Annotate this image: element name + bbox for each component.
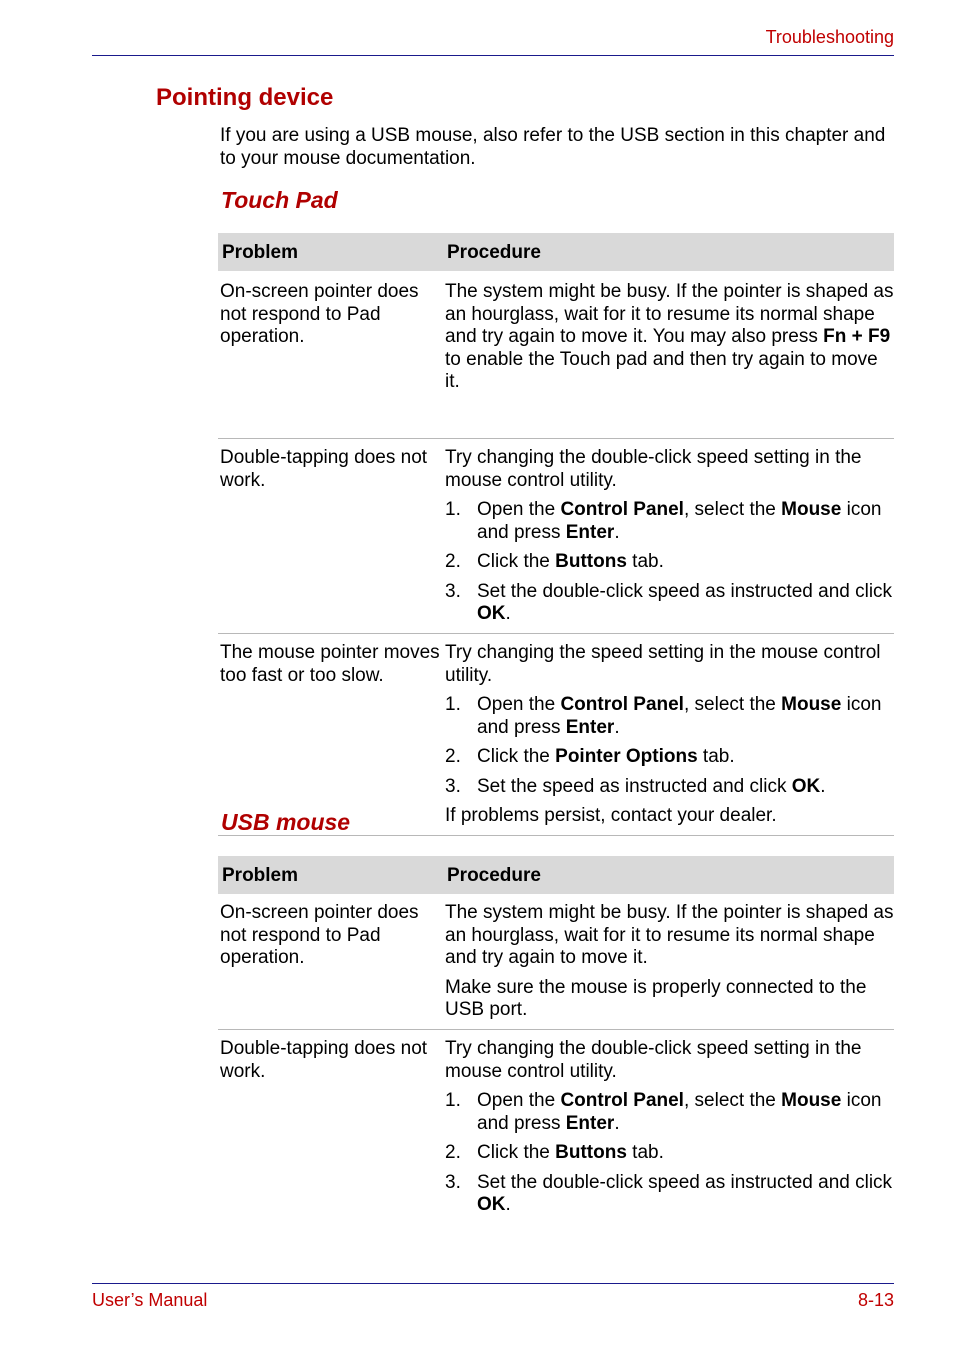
problem-cell: Double-tapping does not work. xyxy=(220,1038,428,1082)
usbmouse-table xyxy=(218,856,894,1225)
procedure-cell: The system might be busy. If the pointer is shaped as an hourglass, wait for it to resume its normal shape and try again to move it. Make sure the mouse is properly connected to the USB port. xyxy=(445,902,894,1020)
problem-cell: On-screen pointer does not respond to Pad operation. xyxy=(220,902,419,968)
touchpad-title: Touch Pad xyxy=(221,187,338,213)
table-row xyxy=(218,271,894,439)
procedure-cell: Try changing the double-click speed setting in the mouse control utility. 1. Open the Control Panel, select the Mouse icon and press Enter. 2. Click the Buttons tab. 3. Set the double-click speed as instructed and click OK. xyxy=(445,1038,893,1215)
list-item: 2. Click the Pointer Options tab. xyxy=(445,746,735,767)
col-procedure: Procedure xyxy=(447,865,541,886)
table-header xyxy=(218,856,894,894)
footer-manual-title: User’s Manual xyxy=(92,1290,208,1310)
header-chapter: Troubleshooting xyxy=(765,27,894,47)
list-item: 1. Open the Control Panel, select the Mouse icon and press Enter. xyxy=(445,694,882,738)
list-item: 1. Open the Control Panel, select the Mouse icon and press Enter. xyxy=(445,499,882,543)
procedure-cell: Try changing the double-click speed setting in the mouse control utility. 1. Open the Control Panel, select the Mouse icon and press Enter. 2. Click the Buttons tab. 3. Set the double-click speed as instructed and click OK. xyxy=(445,447,893,624)
col-problem: Problem xyxy=(222,242,299,263)
table-row xyxy=(218,894,894,1030)
list-item: 1. Open the Control Panel, select the Mouse icon and press Enter. xyxy=(445,1090,882,1134)
usbmouse-title: USB mouse xyxy=(221,809,351,835)
table-row xyxy=(218,634,894,836)
list-item: 3. Set the speed as instructed and click OK. xyxy=(445,775,826,797)
footer-page-number: 8-13 xyxy=(857,1290,894,1310)
problem-cell: Double-tapping does not work. xyxy=(220,447,428,491)
list-item: 3. Set the double-click speed as instructed and click OK. xyxy=(445,1171,893,1215)
table-row xyxy=(218,439,894,634)
procedure-cell: The system might be busy. If the pointer is shaped as an hourglass, wait for it to resume its normal shape and try again to move it. You may also press Fn + F9 to enable the Touch pad and then try again to move it. xyxy=(445,281,894,392)
col-procedure: Procedure xyxy=(447,242,541,263)
footer-rule xyxy=(92,1283,894,1284)
problem-cell: The mouse pointer moves too fast or too slow. xyxy=(220,642,440,686)
col-problem: Problem xyxy=(222,865,299,886)
section-title: Pointing device xyxy=(156,84,334,111)
procedure-cell: Try changing the speed setting in the mouse control utility. 1. Open the Control Panel, select the Mouse icon and press Enter. 2. Click the Pointer Options tab. 3. Set the speed as instructed and click OK. If problems persist, contact your dealer. xyxy=(443,642,894,835)
header-rule xyxy=(92,55,894,56)
touchpad-table xyxy=(218,233,894,836)
list-item: 2. Click the Buttons tab. xyxy=(445,551,664,572)
section-intro: If you are using a USB mouse, also refer to the USB section in this chapter and to your mouse documentation. xyxy=(220,125,886,169)
problem-cell: On-screen pointer does not respond to Pad operation. xyxy=(220,281,419,347)
table-row xyxy=(218,1030,894,1225)
list-item: 3. Set the double-click speed as instructed and click OK. xyxy=(445,580,893,624)
table-header xyxy=(218,233,894,271)
list-item: 2. Click the Buttons tab. xyxy=(445,1142,664,1163)
